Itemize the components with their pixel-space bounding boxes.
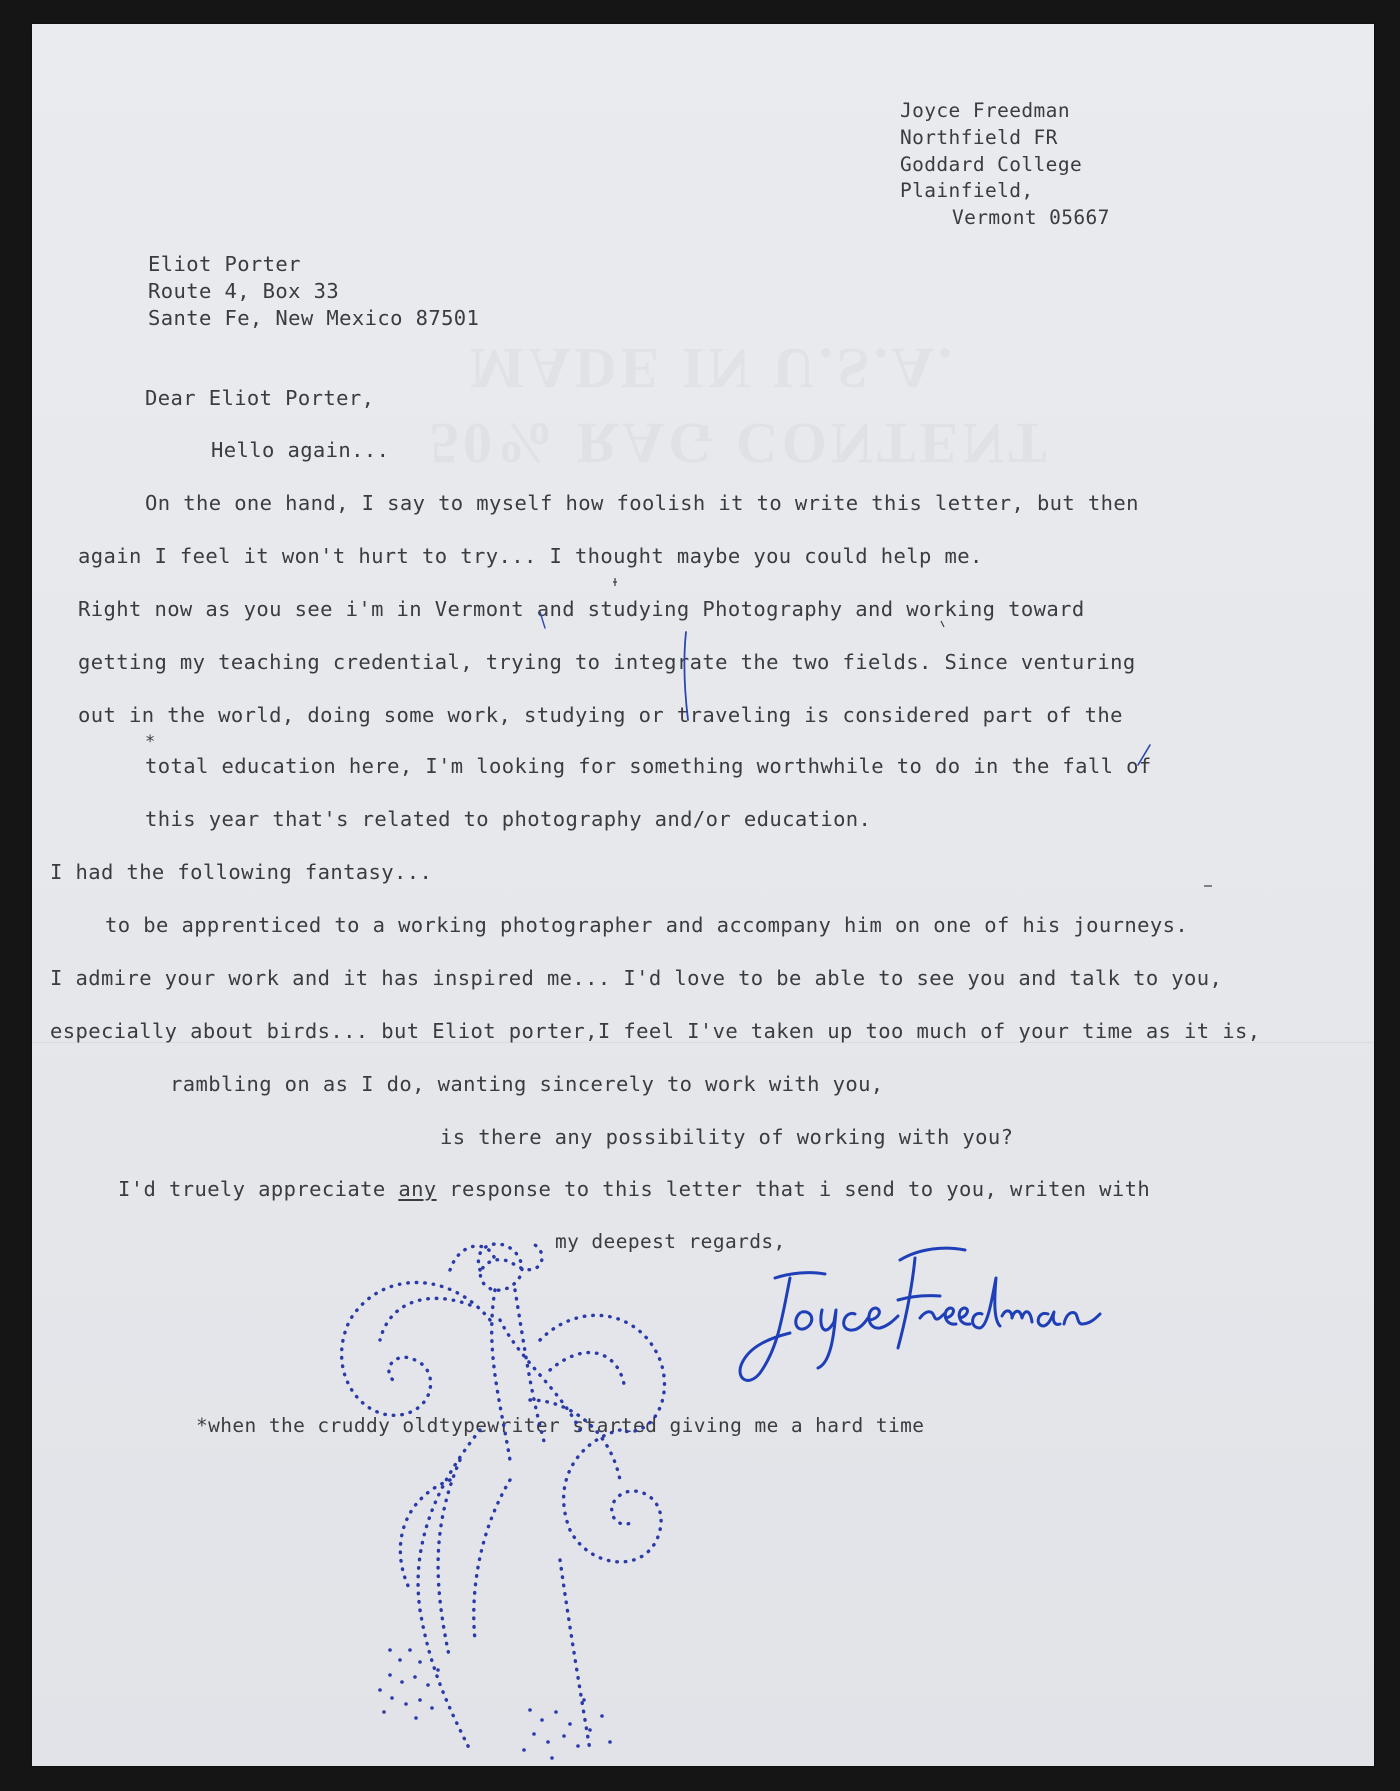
- recipient-name: Eliot Porter: [148, 252, 301, 276]
- salutation: Dear Eliot Porter,: [145, 386, 375, 410]
- body-line: again I feel it won't hurt to try... I thought maybe you could help me.: [78, 544, 983, 568]
- recipient-line-1: Route 4, Box 33: [148, 279, 340, 303]
- body-line: total education here, I'm looking for something worthwhile to do in the fall of: [145, 754, 1152, 778]
- footnote: *when the cruddy oldtypewriter started giving me a hard time: [196, 1414, 925, 1437]
- closing: my deepest regards,: [555, 1230, 786, 1253]
- body-line: I had the following fantasy...: [50, 860, 433, 884]
- closing-text-before: I'd truely appreciate: [118, 1177, 399, 1201]
- body-line: On the one hand, I say to myself how foolish it to write this letter, but then: [145, 491, 1139, 515]
- body-line: this year that's related to photography and/or education.: [145, 807, 872, 831]
- recipient-line-2: Sante Fe, New Mexico 87501: [148, 306, 480, 330]
- body-line: getting my teaching credential, trying to integrate the two fields. Since venturing: [78, 650, 1136, 674]
- underlined-any: any: [398, 1177, 437, 1201]
- closing-sentence: [118, 1179, 1150, 1200]
- closing-text-after: response to this letter that i send to you, writen with: [436, 1177, 1151, 1201]
- body-line: is there any possibility of working with you?: [440, 1125, 1014, 1149]
- sender-line-2: Goddard College: [900, 153, 1083, 176]
- body-line: I admire your work and it has inspired me... I'd love to be able to see you and talk to you,: [50, 966, 1223, 990]
- sender-line-1: Northfield FR: [900, 126, 1058, 149]
- body-line: Right now as you see i'm in Vermont and studying Photography and working toward: [78, 597, 1085, 621]
- body-line: rambling on as I do, wanting sincerely to work with you,: [170, 1072, 884, 1096]
- sender-line-3: Plainfield,: [900, 179, 1034, 202]
- body-line: especially about birds... but Eliot porter,I feel I've taken up too much of your time as it is,: [50, 1019, 1261, 1043]
- body-line: to be apprenticed to a working photographer and accompany him on one of his journeys.: [105, 913, 1189, 937]
- body-line: out in the world, doing some work, studying or traveling is considered part of the: [78, 703, 1123, 727]
- asterisk-mark: *: [145, 732, 156, 752]
- greeting: Hello again...: [211, 438, 390, 462]
- sender-name: Joyce Freedman: [900, 99, 1070, 122]
- sender-line-4: Vermont 05667: [952, 206, 1110, 229]
